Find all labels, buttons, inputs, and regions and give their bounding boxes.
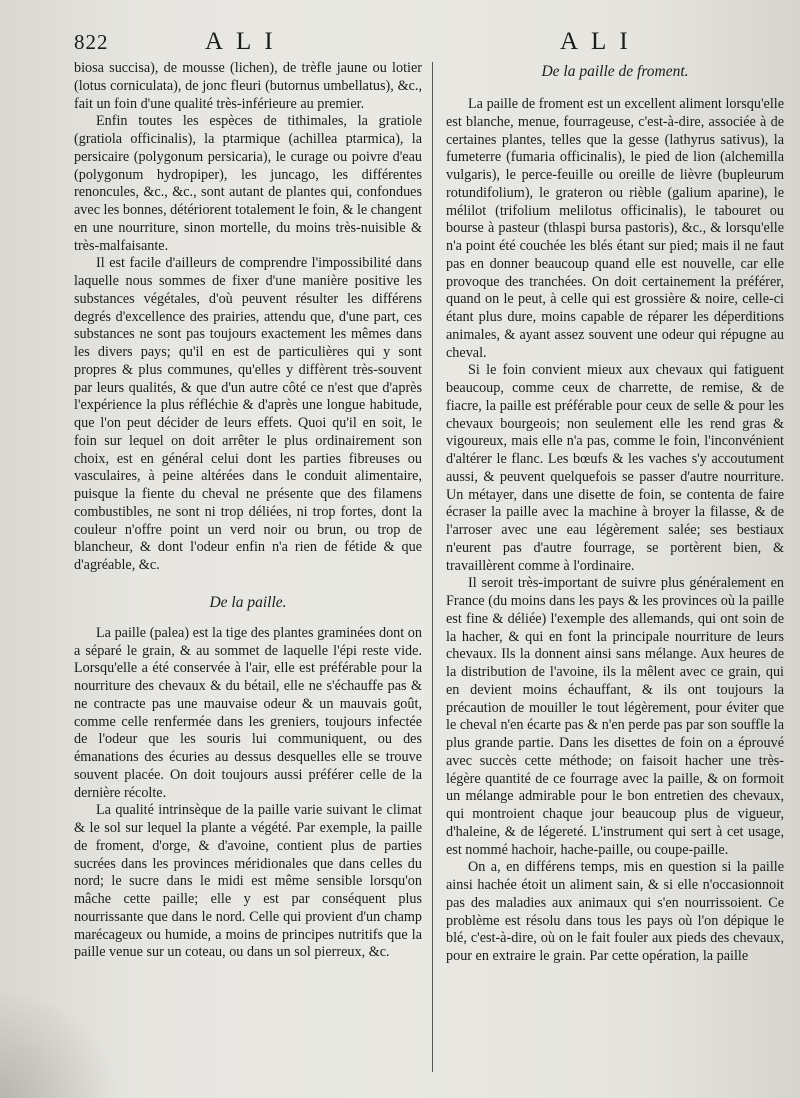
column-divider	[432, 62, 433, 1072]
page-corner-shadow	[0, 988, 120, 1098]
page-header	[0, 28, 800, 58]
right-column	[446, 60, 784, 1090]
running-head-right: ALI	[560, 28, 641, 55]
paragraph: Si le foin convient mieux aux chevaux qui fatiguent beaucoup, comme ceux de charrette, de remise, & de fiacre, la paille est préférable pour ceux de selle & pour les chevaux bourgeois; non seulement elle les rend gras & vigoureux, mais elle n'a pas, comme le foin, l'inconvénient d'altérer le flanc. Les bœufs & les vaches s'y accoutument aussi, & peuvent quelquefois se passer d'autre nourriture. Un métayer, dans une disette de foin, se contenta de faire écraser la paille avec la machine à broyer la filasse, & de l'arroser avec une eau légèrement salée; ses bestiaux n'eurent pas d'autre fourrage, se portèrent bien, & travaillèrent comme à l'ordinaire.	[446, 362, 784, 574]
running-head-left: ALI	[205, 28, 286, 55]
paragraph: biosa succisa), de mousse (lichen), de trèfle jaune ou lotier (lotus corniculata), de jonc fleuri (butornus umbellatus), &c., fait un foin d'une qualité très-inférieure au premier.	[74, 60, 422, 112]
paragraph: Il est facile d'ailleurs de comprendre l'impossibilité dans laquelle nous sommes de fixer d'une manière positive les substances végétales, d'où peuvent résulter les différens degrés d'excellence des prairies, attendu que, d'une part, ces substances ne sont pas toujours exactement les mêmes dans les divers pays; qu'il en est de particulières qui y sont propres & plus communes, qu'elles y diffèrent très-souvent par leurs qualités, & que d'un autre côté ce n'est que d'après l'expérience la plus réfléchie & d'après une longue habitude, que l'on peut décider de leurs effets. Quoi qu'il en soit, le foin sur lequel on doit arrêter le plus ordinairement son choix, est en général celui dont les parties fibreuses ou vasculaires, à peine altérées dans le conduit alimentaire, puisque la fiente du cheval ne présente que des filamens combustibles, ne sont ni trop déliées, ni trop fortes, dont la couleur n'offre point un verd noir ou brun, ou trop de blancheur, & dont l'odeur enfin n'a rien de fétide & que d'agréable, &c.	[74, 255, 422, 573]
section-heading: De la paille de froment.	[541, 63, 689, 80]
paragraph: La paille (palea) est la tige des plantes graminées dont on a séparé le grain, & au sommet de laquelle l'épi reste vide. Lorsqu'elle a été conservée à l'air, elle est préférable pour la nourriture des chevaux & du bétail, elle ne s'échauffe pas & ne contracte pas une mauvaise odeur & un mauvais goût, comme celle renfermée dans les greniers, toujours infectée de l'odeur que les souris lui communiquent, ou des émanations des écuries au dessus desquelles elle se trouve souvent placée. On doit toujours aussi préférer celle de la dernière récolte.	[74, 624, 422, 801]
paragraph: On a, en différens temps, mis en question si la paille ainsi hachée étoit un aliment sain, & si elle n'occasionnoit pas des maladies aux animaux qui s'en nourrissoient. Ce problème est résolu dans tous les pays où l'on dépique le blé, c'est-à-dire, où on le fait fouler aux pieds des chevaux, pour en extraire le grain. Par cette opération, la paille	[446, 859, 784, 964]
paragraph: Il seroit très-important de suivre plus généralement en France (du moins dans les pays & les provinces où la paille est fine & déliée) l'exemple des allemands, qui ont soin de la hacher, & qui en font la principale nourriture de leurs chevaux. Ils la donnent ainsi sans mélange. Aux heures de la distribution de l'avoine, ils la mêlent avec ce grain, qui en devient moins échauffant, & ils ont toujours la précaution de mouiller le tout légèrement, pour éviter que le cheval n'en écarte pas & n'en perde pas par son souffle la plus grande partie. Dans les disettes de foin on a éprouvé avec succès cette méthode; on faisoit hacher une très-légère quantité de ce fourrage avec la paille, & on formoit un mélange admirable pour le bon entretien des chevaux, qui montroient chaque jour beaucoup plus de vigueur, d'haleine, & de légereté. L'instrument qui sert à cet usage, est nommé hachoir, hache-paille, ou coupe-paille.	[446, 575, 784, 858]
section-heading: De la paille.	[209, 593, 287, 611]
paragraph: La paille de froment est un excellent aliment lorsqu'elle est blanche, menue, fourrageuse, c'est-à-dire, associée à de certaines plantes, telles que la gesse (lathyrus sativus), la fumeterre (fumaria officinalis), le pied de lion (alchemilla vulgaris), le perce-feuille ou oreille de lièvre (bupleurum rotundifolium), le grateron ou rièble (galium aparine), le mélilot (trifolium melilotus officinalis), le tabouret ou bourse à pasteur (thlaspi bursa pastoris), &c., & lorsqu'elle n'a point été couchée les blés étant sur pied; mais il ne faut pas en donner beaucoup quand elle est nouvelle, car elle provoque des tranchées. On doit certainement la préférer, quand on le peut, à celle qui est grossière & noire, celle-ci étant plus dure, moins capable de réparer les déperditions animales, & ayant assez souvent une odeur qui répugne au cheval.	[446, 96, 784, 361]
page-number: 822	[74, 30, 109, 54]
paragraph: Enfin toutes les espèces de tithimales, la gratiole (gratiola officinalis), la ptarmique (achillea ptarmica), la persicaire (polygonum persicaria), le curage ou poivre d'eau (polygonum hydropiper), les juncago, les différentes renoncules, &c., &c., sont autant de plantes qui, confondues avec les bonnes, détériorent totalement le foin, & le changent en une nourriture, sinon mortelle, du moins très-nuisible & très-malfaisante.	[74, 113, 422, 254]
left-column	[74, 60, 422, 1090]
paragraph: La qualité intrinsèque de la paille varie suivant le climat & le sol sur lequel la plante a végété. Par exemple, la paille de froment, d'orge, & d'avoine, contient plus de parties sucrées dans les provinces méridionales que dans celles du nord; le sucre dans le midi est même sensible lorsqu'on mâche cette paille; elle y est par conséquent plus nourrissante que dans le nord. Celle qui provient d'un champ marécageux ou humide, a moins de principes nutritifs que la paille venue sur un coteau, ou dans un sol pierreux, &c.	[74, 802, 422, 961]
